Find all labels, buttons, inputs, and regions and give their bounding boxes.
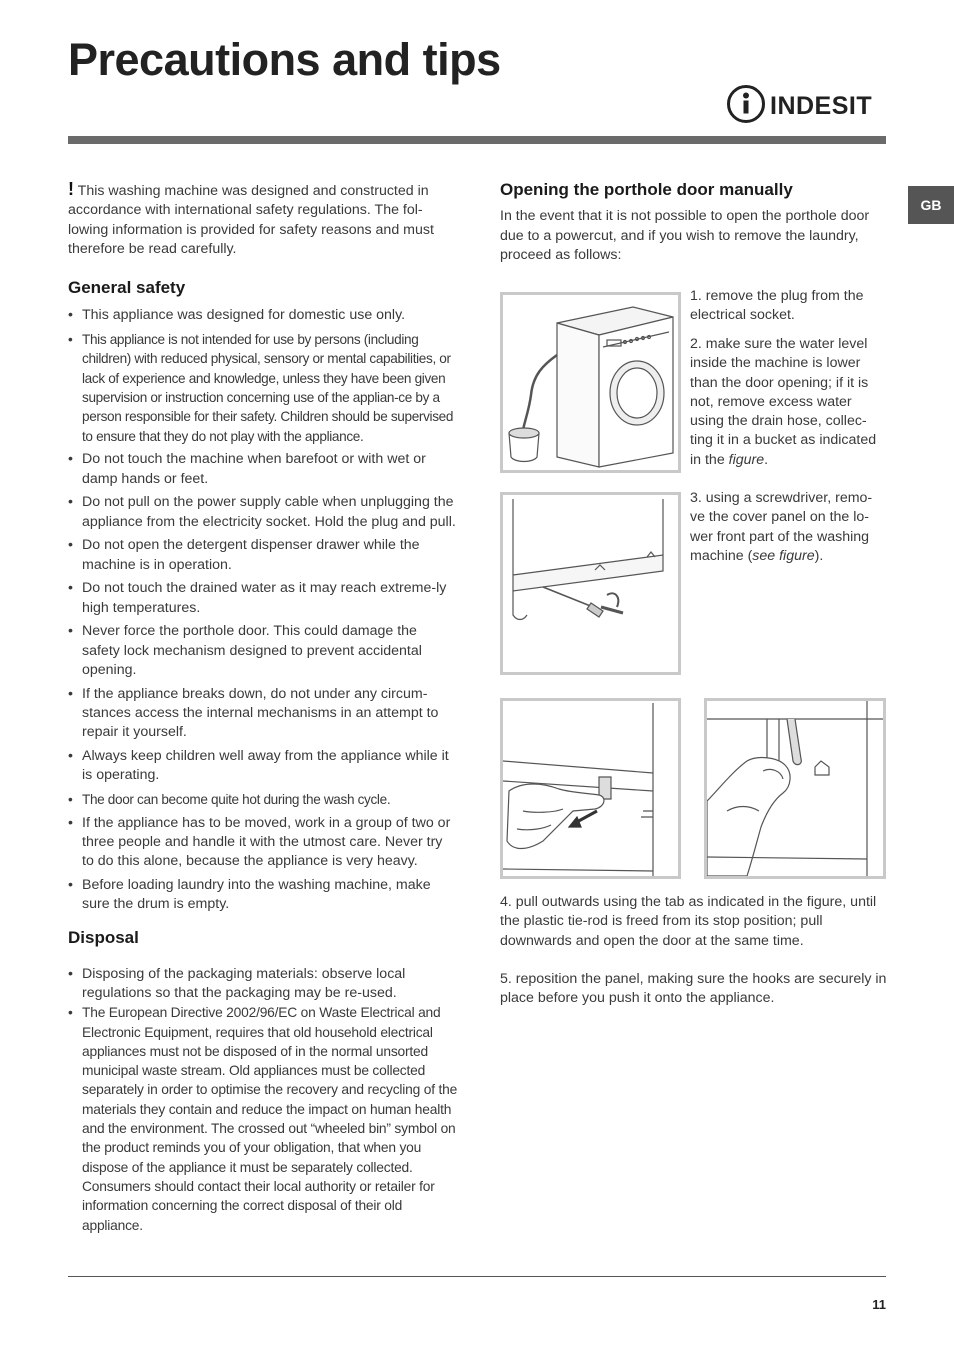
page-title: Precautions and tips (68, 34, 501, 85)
list-item: • The door can become quite hot during the wash cycle. (68, 790, 458, 809)
figure-drain-hose (500, 292, 681, 473)
list-item: • This appliance is not intended for use by persons (including children) with reduced physical, sensory or mental capabilities, or lack of experience and knowledge, unless they have been given supervision or instruction concerning use of the applian-ce by a person responsible for their safety. Children should be supervised to ensure that they do not play with the appliance. (68, 330, 458, 446)
right-column (500, 180, 888, 265)
list-item: • Always keep children well away from the appliance while it is operating. (68, 747, 458, 786)
list-item: • Do not pull on the power supply cable when unplugging the appliance from the electricity socket. Hold the plug and pull. (68, 493, 458, 532)
indesit-logo (726, 84, 888, 124)
list-item: • Do not open the detergent dispenser drawer while the machine is in operation. (68, 536, 458, 575)
step-4-text: 4. pull outwards using the tab as indicated in the figure, until the plastic tie-rod is freed from its stop position; pull downwards and open the door at the same time. (500, 894, 877, 949)
figure-hold-tab (704, 698, 886, 879)
disposal-heading: Disposal (68, 928, 139, 948)
step-2-text: 2. make sure the water level inside the machine is lower than the door opening; if it is not, remove excess water using the drain hose, collec-ting it in a bucket as indicated in the figure. (690, 336, 877, 468)
list-item: • Before loading laundry into the washing machine, make sure the drum is empty. (68, 876, 458, 915)
disposal-list (68, 965, 458, 1235)
header-rule (68, 136, 886, 144)
left-column (68, 180, 458, 1235)
list-item: • Disposing of the packaging materials: observe local regulations so that the packaging may be re-used. (68, 965, 458, 1004)
figure-pull-tab (500, 698, 681, 879)
brand-wordmark: INDESIT (770, 92, 873, 120)
language-tab: GB (908, 186, 954, 224)
warning-mark: ! (68, 179, 74, 199)
step-1-text: 1. remove the plug from the electrical socket. (690, 288, 864, 324)
list-item: • Do not touch the machine when barefoot or with wet or damp hands or feet. (68, 450, 458, 489)
step-5-text: 5. reposition the panel, making sure the hooks are securely in place before you push it onto the appliance. (500, 971, 887, 1007)
list-item: • If the appliance has to be moved, work in a group of two or three people and handle it with the utmost care. Never try to do this alone, because the appliance is very heavy. (68, 814, 458, 872)
footer-rule (68, 1276, 886, 1277)
step-3-text: 3. using a screwdriver, remo-ve the cover panel on the lo-wer front part of the washing machine (see figure). (690, 490, 873, 564)
general-safety-list (68, 306, 458, 914)
list-item: • If the appliance breaks down, do not under any circum-stances access the internal mechanisms in an attempt to repair it yourself. (68, 685, 458, 743)
general-safety-heading: General safety (68, 278, 186, 298)
list-item: • This appliance was designed for domestic use only. (68, 306, 458, 325)
list-item: • Never force the porthole door. This could damage the safety lock mechanism designed to prevent accidental opening. (68, 622, 458, 680)
list-item: • Do not touch the drained water as it may reach extreme-ly high temperatures. (68, 579, 458, 618)
list-item: • The European Directive 2002/96/EC on Waste Electrical and Electronic Equipment, requires that old household electrical appliances must not be disposed of in the normal unsorted municipal waste stream. Old appliances must be collected separately in order to optimise the recovery and recycling of the materials they contain and reduce the impact on human health and the environment. The crossed out “wheeled bin” symbol on the product reminds you of your obligation, that when you dispose of the appliance it must be separately collected. Consumers should contact their local authority or retailer for information concerning the correct disposal of their old appliance. (68, 1003, 458, 1235)
figure-screwdriver-panel (500, 492, 681, 675)
porthole-intro: In the event that it is not possible to open the porthole door due to a powercut, and if you wish to remove the laundry, proceed as follows: (500, 208, 870, 263)
page-number: 11 (872, 1297, 886, 1312)
intro-paragraph: ! This washing machine was designed and constructed in accordance with international safety regulations. The fol-lowing information is provided for safety reasons and must therefore be read carefully. (68, 179, 434, 257)
porthole-heading: Opening the porthole door manually (500, 180, 793, 199)
